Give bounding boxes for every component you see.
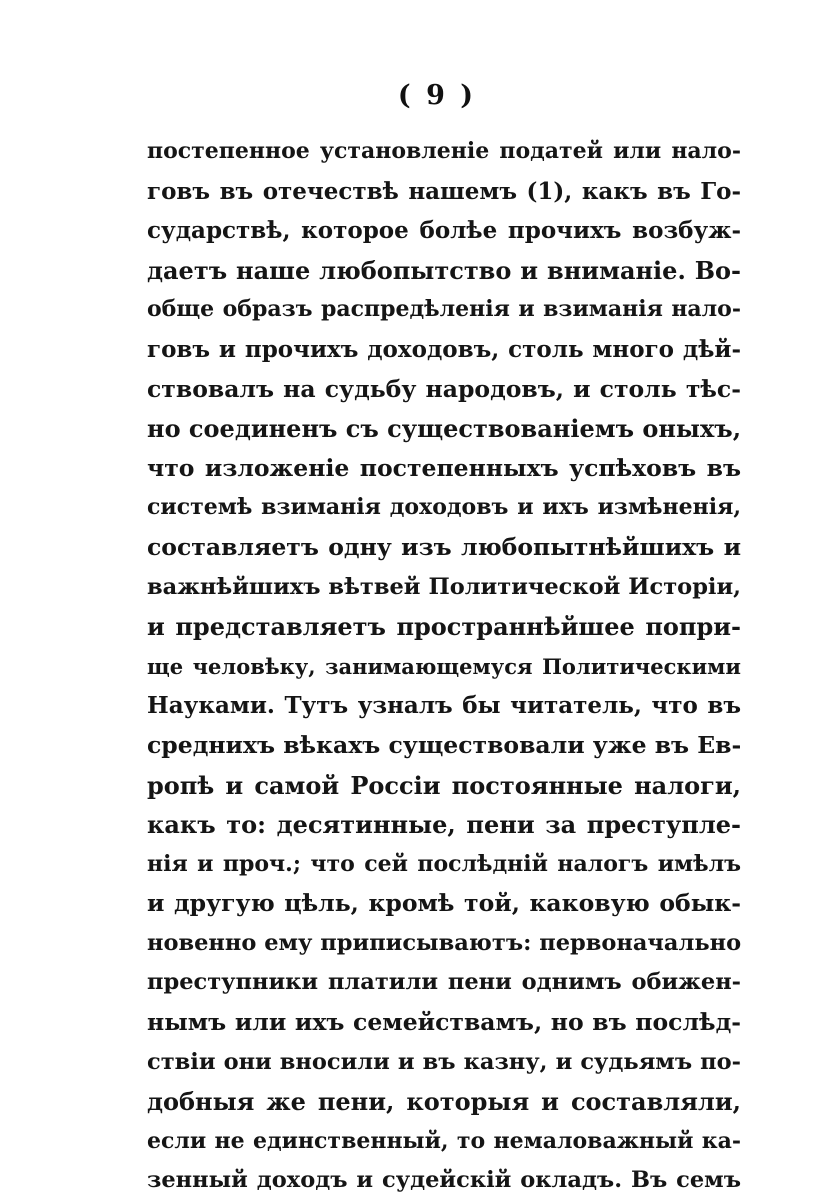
- text-line: составляетъ одну изъ любопытнѣйшихъ и: [147, 532, 741, 561]
- text-line: сударствѣ, которое болѣе прочихъ возбуж-: [147, 217, 741, 245]
- text-line: нымъ или ихъ семействамъ, но въ послѣд-: [147, 1008, 741, 1037]
- text-line: Науками. Тутъ узналъ бы читатель, что въ: [147, 692, 741, 720]
- text-line: важнѣйшихъ вѣтвей Политической Исторіи,: [147, 573, 741, 600]
- body-text: [147, 132, 741, 1201]
- text-line: нія и проч.; что сей послѣдній налогъ имѣлъ: [147, 850, 741, 877]
- text-line: зенный доходъ и судейскій окладъ. Въ семъ: [147, 1167, 741, 1194]
- text-line: если не единственный, то немаловажный ка-: [147, 1127, 741, 1154]
- text-line: системѣ взиманія доходовъ и ихъ измѣненія,: [147, 494, 741, 521]
- text-line: и другую цѣль, кромѣ той, каковую обык-: [147, 889, 741, 918]
- text-line: добныя же пени, которыя и составляли,: [147, 1087, 741, 1117]
- text-line: ствіи они вносили и въ казну, и судьямъ по-: [147, 1048, 741, 1075]
- text-line: но соединенъ съ существованіемъ оныхъ,: [147, 414, 742, 444]
- text-line: говъ въ отечествѣ нашемъ (1), какъ въ Го-: [147, 177, 741, 205]
- text-line: даетъ наше любопытство и вниманіе. Во-: [147, 255, 741, 285]
- text-line: что изложеніе постепенныхъ успѣховъ въ: [147, 453, 741, 482]
- text-line: ще человѣку, занимающемуся Политическими: [147, 653, 741, 679]
- text-line: среднихъ вѣкахъ существовали уже въ Ев-: [147, 730, 742, 759]
- text-line: ропѣ и самой Россіи постоянные налоги,: [147, 770, 741, 800]
- text-line: новенно ему приписываютъ: первоначально: [147, 929, 742, 956]
- text-line: говъ и прочихъ доходовъ, столь много дѣй-: [147, 335, 741, 363]
- text-line: ствовалъ на судьбу народовъ, и столь тѣс-: [147, 374, 741, 403]
- text-line: какъ то: десятинные, пени за преступле-: [147, 810, 741, 840]
- text-line: преступники платили пени однимъ обижен-: [147, 969, 741, 996]
- text-line: и представляетъ пространнѣйшее попри-: [147, 612, 741, 642]
- text-line: постепенное установленіе податей или нало-: [147, 138, 741, 164]
- text-line: обще образъ распредѣленія и взиманія нало-: [147, 296, 741, 323]
- page-number: ( 9 ): [397, 80, 477, 111]
